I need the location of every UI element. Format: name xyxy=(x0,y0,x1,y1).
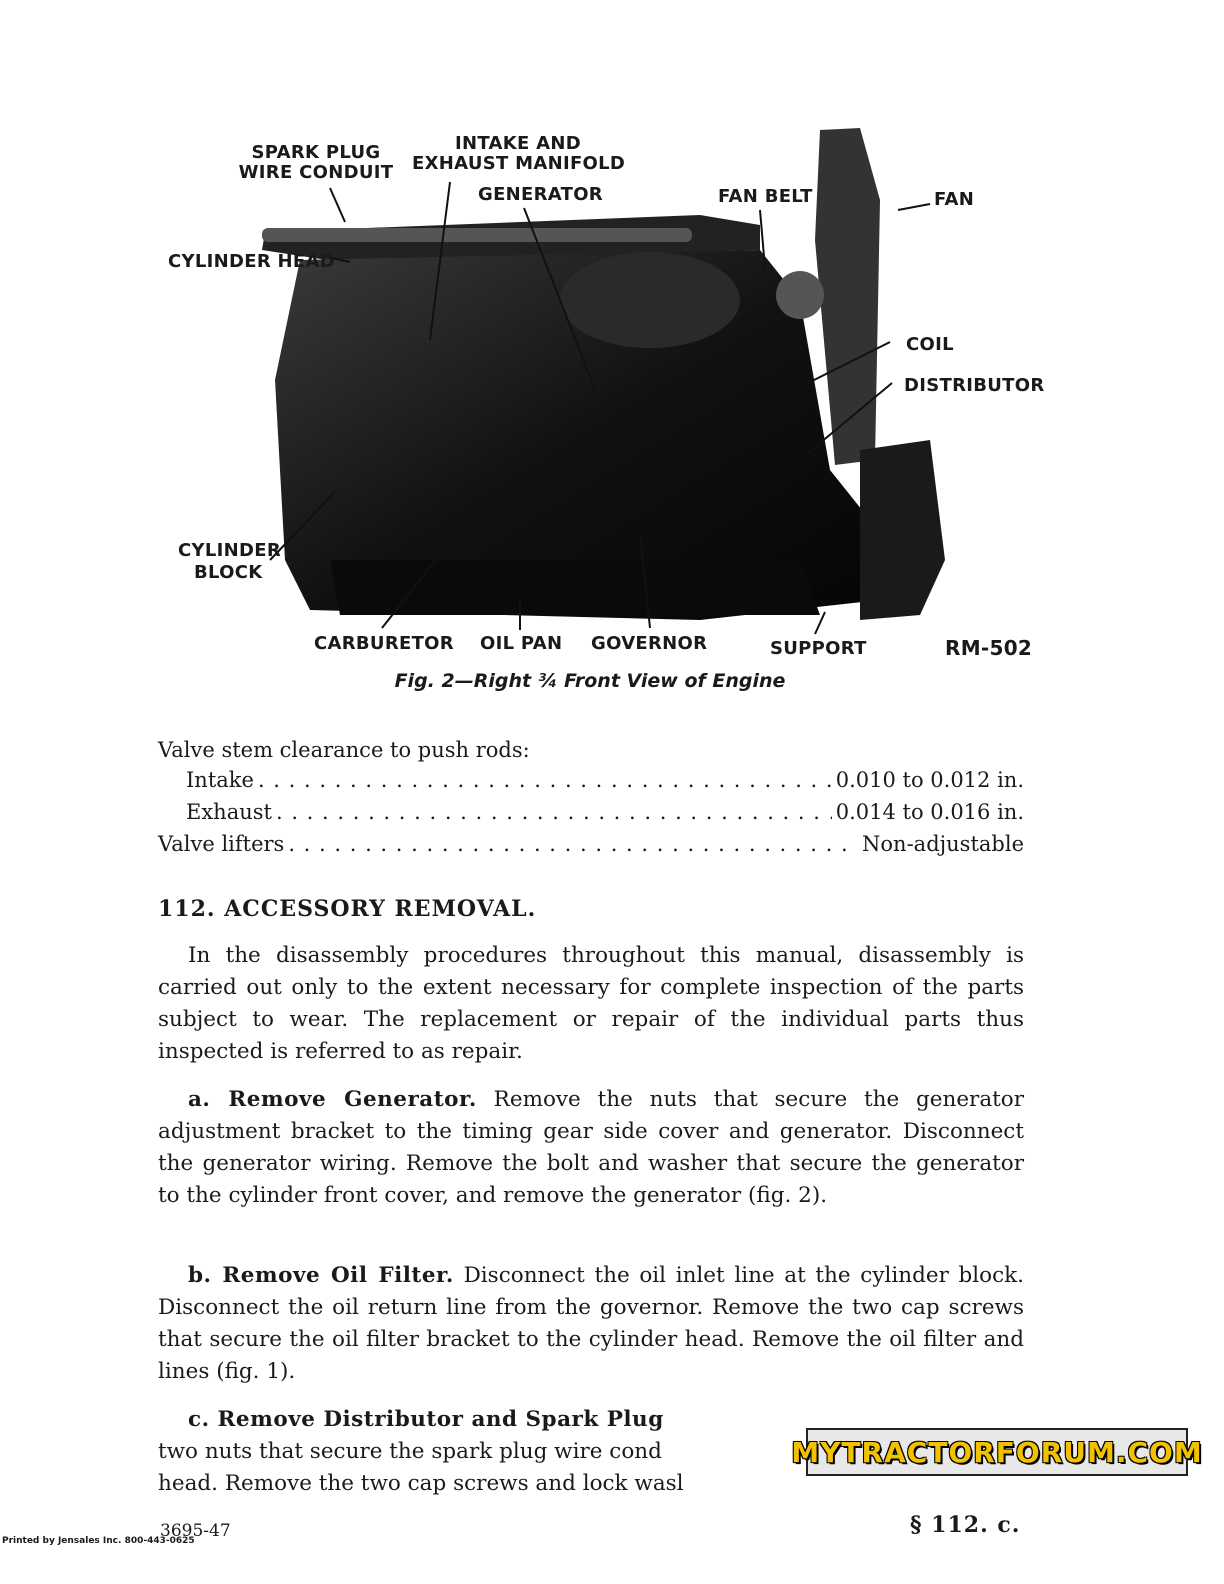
label-oil-pan: OIL PAN xyxy=(480,633,563,654)
spec-row-intake: Intake . . . 0.010 to 0.012 in. xyxy=(158,768,1024,798)
label-coil: COIL xyxy=(906,334,954,355)
label-support: SUPPORT xyxy=(770,638,867,659)
label-fan: FAN xyxy=(934,189,975,210)
watermark-logo: MYTRACTORFORUM.COM xyxy=(806,1428,1188,1476)
label-fan-belt: FAN BELT xyxy=(718,186,813,207)
intro-paragraph: In the disassembly procedures throughout this manual, disassembly is carried out only to the extent necessary for complete inspection of the parts subject to wear. The replacement or repair of the individual parts thus inspected is referred to as repair. xyxy=(158,943,1024,1064)
label-cylinder-block: CYLINDER BLOCK xyxy=(178,540,281,583)
spec-heading: Valve stem clearance to push rods: xyxy=(158,738,530,762)
paragraph-a-body: Remove the nuts that secure the generator adjustment bracket to the timing gear side cover and generator. Disconnect the generator wiring. Remove the bolt and washer that secure the generator to the cylinder front cover, and remove the generator (fig. 2). xyxy=(158,1087,1024,1208)
label-spark-plug-conduit: SPARK PLUG WIRE CONDUIT xyxy=(238,142,394,183)
label-cylinder-head: CYLINDER HEAD xyxy=(168,251,335,272)
label-generator: GENERATOR xyxy=(478,184,603,205)
paragraph-b-body: Disconnect the oil inlet line at the cylinder block. Disconnect the oil return line from the governor. Remove the two cap screws that secure the oil filter bracket to the cylinder head. Remove the oil filter and lines (fig. 1). xyxy=(158,1263,1024,1384)
label-carburetor: CARBURETOR xyxy=(314,633,454,654)
paragraph-b-heading: b. Remove Oil Filter. xyxy=(188,1263,454,1288)
printer-credit: Printed by Jensales Inc. 800-443-0625 xyxy=(2,1536,195,1546)
paragraph-a-heading: a. Remove Generator. xyxy=(188,1087,477,1112)
spec-row-exhaust: Exhaust . . . 0.014 to 0.016 in. xyxy=(158,800,1024,830)
figure-caption: Fig. 2—Right ¾ Front View of Engine xyxy=(394,670,786,692)
engine-illustration xyxy=(0,0,1224,720)
document-code: 3695-47 xyxy=(160,1521,231,1541)
label-distributor: DISTRIBUTOR xyxy=(904,375,1045,396)
spec-row-valve-lifters: Valve lifters . . . Non-adjustable xyxy=(158,832,1024,862)
section-title: 112. ACCESSORY REMOVAL. xyxy=(158,896,537,922)
engine-figure xyxy=(0,0,1224,720)
label-governor: GOVERNOR xyxy=(591,633,708,654)
figure-ref: RM-502 xyxy=(945,636,1033,660)
section-reference: § 112. c. xyxy=(910,1512,1021,1538)
paragraph-b xyxy=(158,1260,1024,1388)
paragraph-c-heading: c. Remove Distributor and Spark Plug xyxy=(188,1407,664,1432)
paragraph-a xyxy=(158,1084,1024,1212)
paragraph-c-line2: head. Remove the two cap screws and lock wasl xyxy=(158,1471,684,1496)
paragraph-c-line1: two nuts that secure the spark plug wire cond xyxy=(158,1439,662,1464)
label-manifold: INTAKE AND EXHAUST MANIFOLD xyxy=(412,133,626,174)
